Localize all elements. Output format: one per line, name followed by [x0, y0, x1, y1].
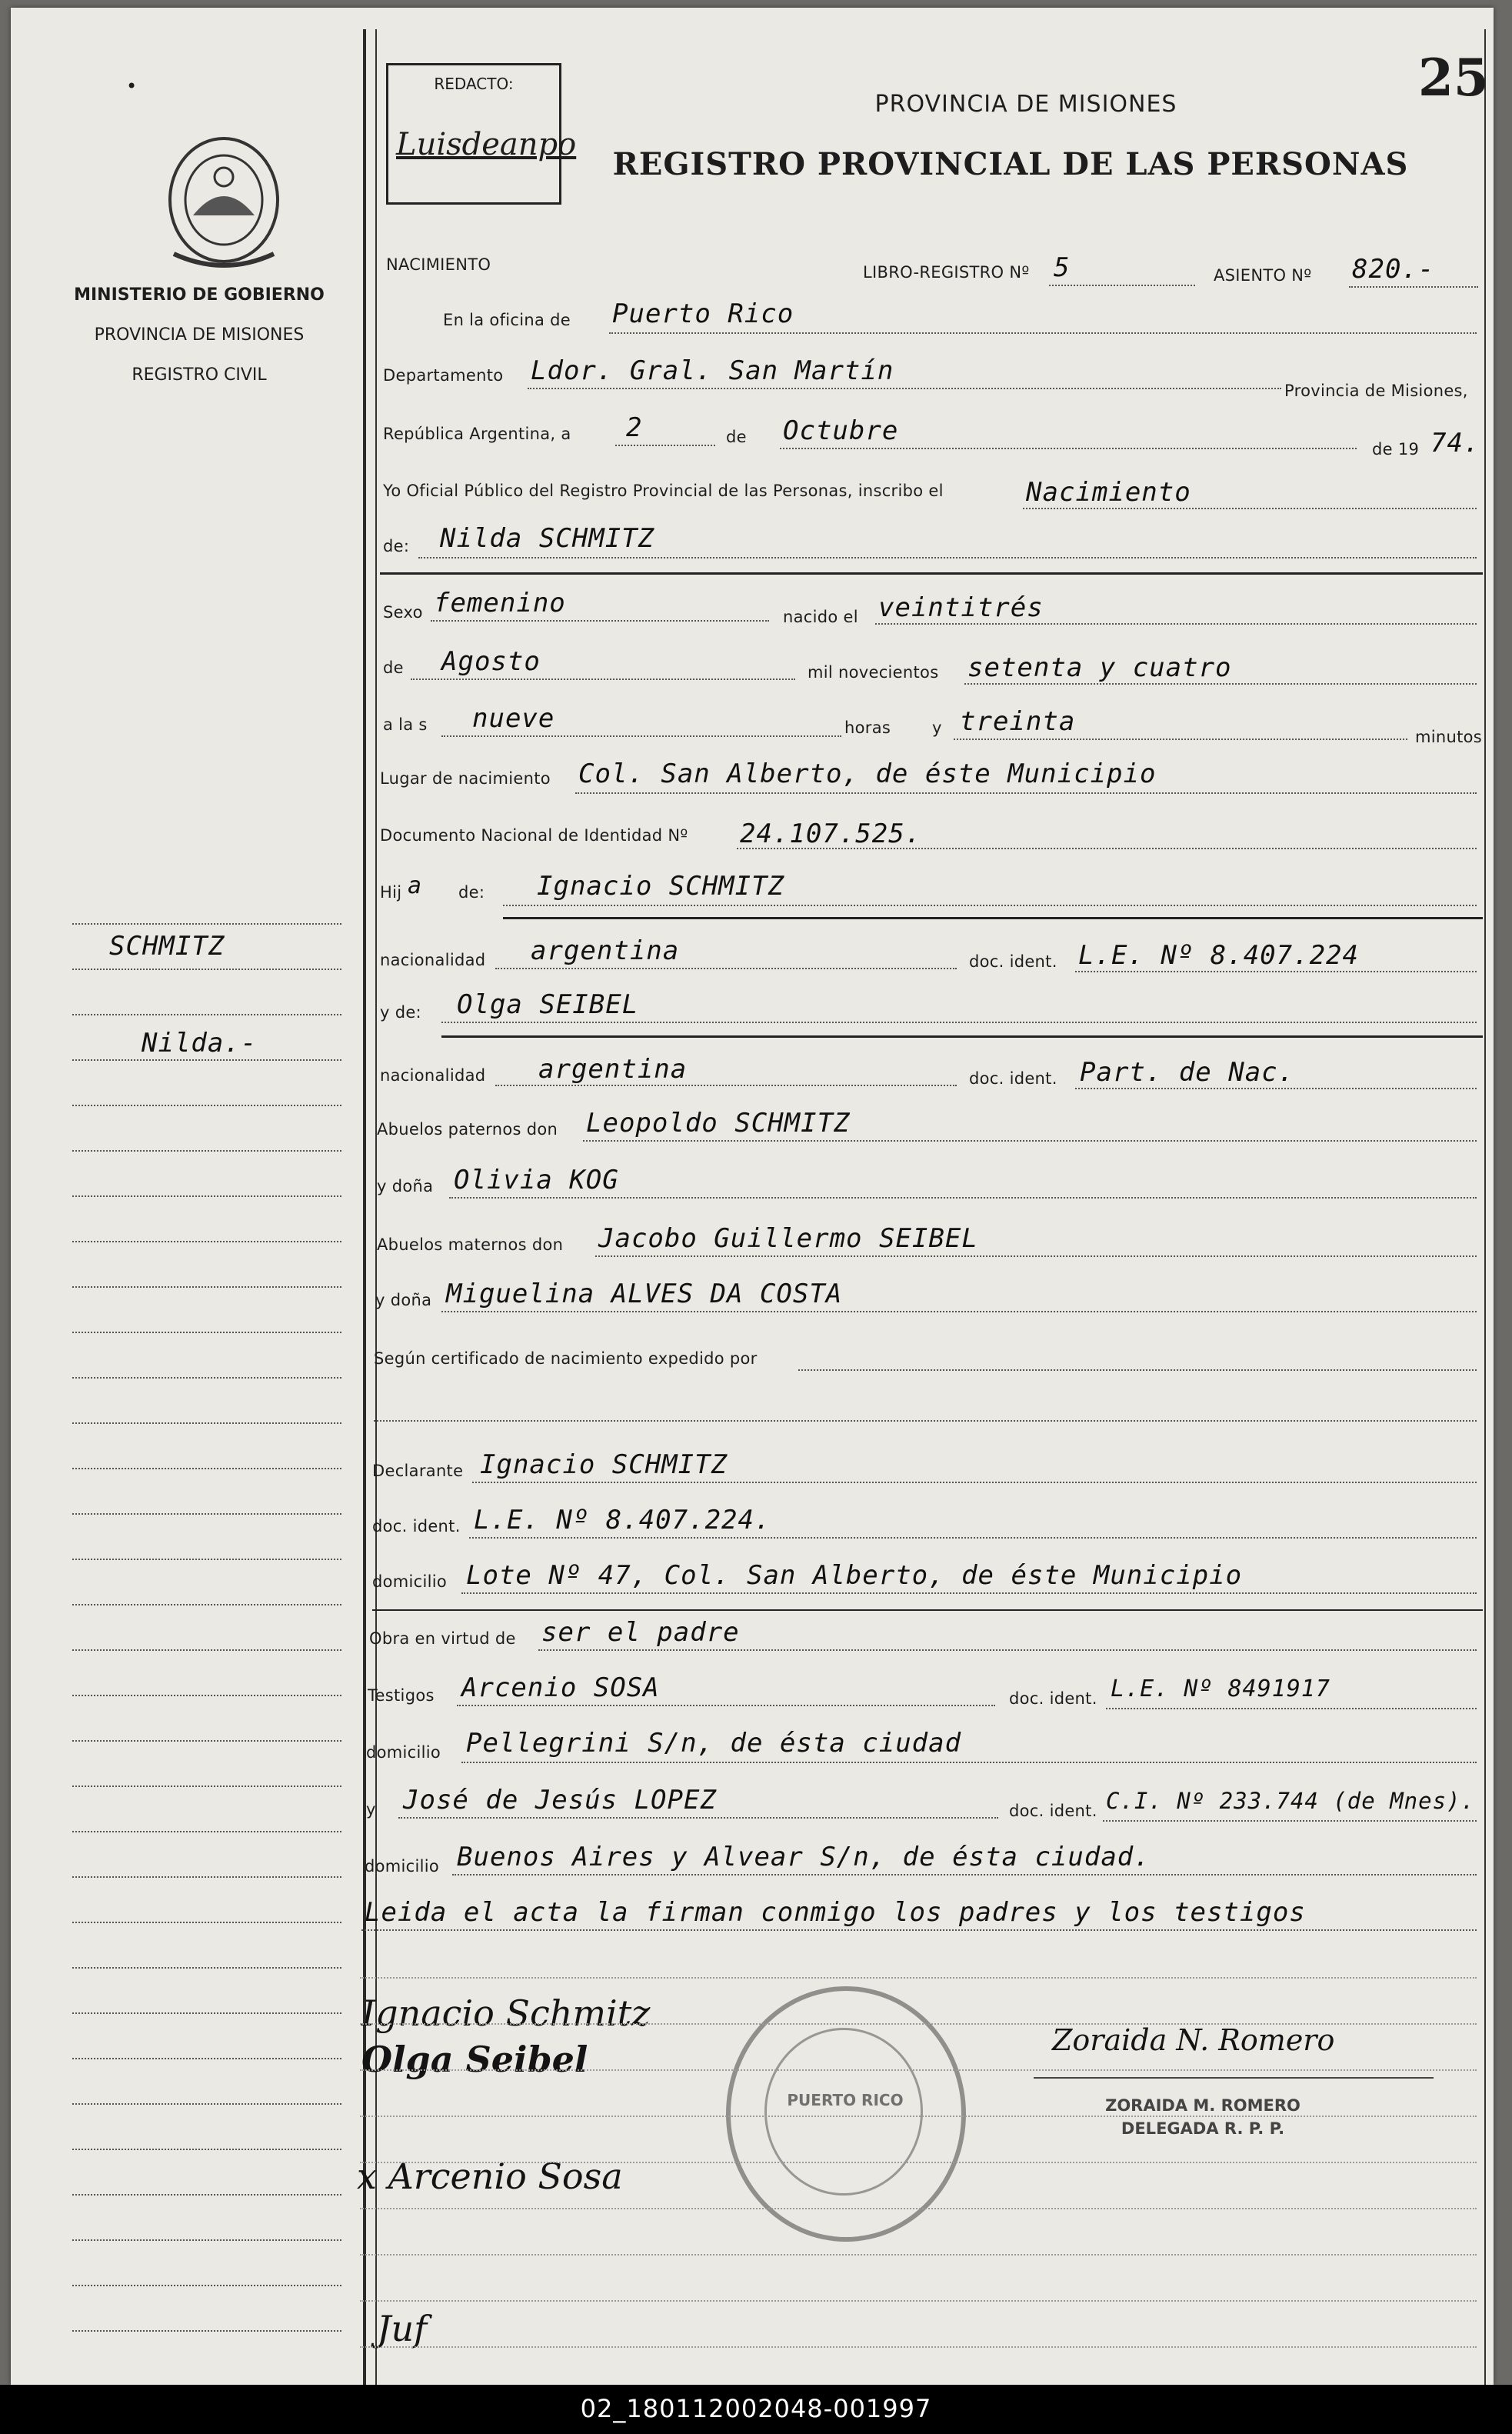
mil-label: mil novecientos — [808, 663, 939, 682]
testigos-label: Testigos — [368, 1686, 435, 1705]
margin-rule — [72, 1241, 341, 1242]
declarante-doc: L.E. Nº 8.407.224. — [474, 1505, 771, 1535]
oficina-label: En la oficina de — [443, 311, 571, 329]
margin-rule — [72, 1468, 341, 1469]
libro-label: LIBRO-REGISTRO Nº — [863, 263, 1030, 282]
margin-surname: SCHMITZ — [109, 931, 225, 962]
abuela-materna: Miguelina ALVES DA COSTA — [446, 1279, 843, 1309]
margin-rule — [72, 2194, 341, 2196]
alas-label: a la s — [383, 715, 428, 734]
margin-rule — [72, 2330, 341, 2332]
father-nationality: argentina — [531, 935, 680, 966]
hijo-de-label: de: — [458, 883, 485, 902]
father-doc: L.E. Nº 8.407.224 — [1078, 940, 1359, 971]
declarante-docident-label: doc. ident. — [372, 1517, 461, 1535]
margin-rule — [72, 2058, 341, 2059]
y-label: y — [932, 719, 942, 737]
day-value: 2 — [626, 412, 643, 443]
margin-rule — [72, 2012, 341, 2014]
margin-rule — [72, 2103, 341, 2105]
signature-rule — [360, 2300, 1477, 2302]
oficial-value: Nacimiento — [1026, 477, 1191, 508]
closing-text: Leida el acta la firman conmigo los padres y los testigos — [365, 1897, 1306, 1928]
departamento-value: Ldor. Gral. San Martín — [531, 355, 894, 386]
margin-rule — [72, 969, 341, 970]
margin-rule — [72, 2149, 341, 2150]
signature-rule — [360, 2208, 1477, 2209]
signature-rule — [360, 2254, 1477, 2256]
abuelo-materno: Jacobo Guillermo SEIBEL — [598, 1223, 978, 1254]
minutos-label: minutos — [1415, 728, 1483, 746]
mother-signature: Olga Seibel — [361, 2039, 588, 2080]
declarante-value: Ignacio SCHMITZ — [480, 1449, 728, 1480]
abuela-p-label: y doña — [377, 1177, 434, 1195]
oficina-value: Puerto Rico — [612, 298, 794, 329]
father-signature: Ignacio Schmitz — [361, 1992, 651, 2034]
testigo2-doc: C.I. Nº 233.744 (de Mnes). — [1106, 1788, 1475, 1814]
margin-rule — [72, 2239, 341, 2241]
mother-docident-label: doc. ident. — [969, 1069, 1057, 1088]
asiento-value: 820.- — [1352, 254, 1435, 285]
lugar-label: Lugar de nacimiento — [380, 769, 551, 788]
margin-rule — [72, 1105, 341, 1106]
father-docident-label: doc. ident. — [969, 952, 1057, 971]
margin-registry: REGISTRO CIVIL — [132, 365, 267, 385]
mother-nac-label: nacionalidad — [380, 1066, 486, 1085]
testigo1-dom: Pellegrini S/n, de ésta ciudad — [466, 1728, 962, 1759]
margin-province: PROVINCIA DE MISIONES — [94, 325, 305, 345]
testigo1-dom-label: domicilio — [366, 1743, 441, 1762]
nacido-value: veintitrés — [878, 592, 1044, 623]
abuelos-m-label: Abuelos maternos don — [377, 1235, 564, 1254]
redacto-label: REDACTO: — [434, 75, 514, 93]
margin-mark: • — [126, 75, 138, 97]
domicilio-label: domicilio — [372, 1572, 448, 1591]
minutes-value: treinta — [960, 706, 1076, 737]
redacto-signature: Luisdeanpo — [396, 127, 577, 162]
declarante-label: Declarante — [372, 1462, 464, 1480]
margin-rule — [72, 1831, 341, 1832]
testigo2-y-label: y — [366, 1800, 376, 1819]
republica-label: República Argentina, a — [383, 425, 571, 443]
birth-de-label: de — [383, 659, 404, 677]
mother-nationality: argentina — [538, 1054, 688, 1085]
ministry-name: MINISTERIO DE GOBIERNO — [74, 285, 325, 305]
yde-label: y de: — [380, 1003, 421, 1022]
de-label: de — [726, 428, 747, 446]
certificado-label: Según certificado de nacimiento expedido por — [374, 1349, 758, 1368]
margin-rule — [72, 1695, 341, 1696]
registry-title: REGISTRO PROVINCIAL DE LAS PERSONAS — [612, 146, 1409, 182]
hour-value: nueve — [472, 703, 555, 734]
name-de-label: de: — [383, 537, 410, 555]
month-value: Octubre — [783, 415, 899, 446]
signature-rule — [360, 2023, 1477, 2025]
redacto-box — [386, 63, 577, 205]
margin-rule — [72, 1377, 341, 1379]
margin-rule — [72, 1740, 341, 1742]
province-emblem — [158, 131, 289, 269]
domicilio-value: Lote Nº 47, Col. San Alberto, de éste Municipio — [466, 1560, 1243, 1591]
abuelos-p-label: Abuelos paternos don — [377, 1120, 558, 1139]
margin-rule — [72, 1195, 341, 1197]
sexo-value: femenino — [434, 588, 566, 619]
folio-number: 25 — [1418, 48, 1489, 108]
official-title: DELEGADA R. P. P. — [1121, 2119, 1285, 2138]
margin-rule — [72, 923, 341, 925]
margin-given-name: Nilda.- — [142, 1028, 258, 1059]
oficial-label: Yo Oficial Público del Registro Provincial de las Personas, inscribo el — [383, 482, 944, 500]
initials-signature: Juf — [377, 2308, 428, 2349]
margin-rule — [72, 1059, 341, 1061]
record-page — [11, 8, 1494, 2385]
margin-rule — [72, 1513, 341, 1515]
image-caption: 02_180112002048-001997 — [580, 2394, 932, 2423]
dni-value: 24.107.525. — [740, 819, 922, 849]
witness-signature: x Arcenio Sosa — [357, 2156, 623, 2197]
signature-rule — [360, 2162, 1477, 2163]
record-type: NACIMIENTO — [386, 255, 491, 274]
hijo-suffix: a — [408, 872, 423, 899]
margin-rule — [72, 1604, 341, 1605]
father-nac-label: nacionalidad — [380, 951, 486, 969]
margin-rule — [72, 1876, 341, 1878]
margin-rule — [72, 1014, 341, 1015]
abuela-paterna: Olivia KOG — [454, 1165, 619, 1195]
margin-rule — [72, 1649, 341, 1651]
official-name: ZORAIDA M. ROMERO — [1105, 2096, 1301, 2115]
asiento-label: ASIENTO Nº — [1214, 266, 1312, 285]
libro-value: 5 — [1054, 252, 1071, 283]
testigo1-name: Arcenio SOSA — [461, 1672, 660, 1703]
margin-rule — [72, 1785, 341, 1787]
margin-rule — [72, 1967, 341, 1969]
stamp-text: PUERTO RICO — [787, 2091, 904, 2109]
provincia-suffix: Provincia de Misiones, — [1284, 382, 1468, 400]
birth-month: Agosto — [441, 646, 541, 677]
abuela-m-label: y doña — [375, 1291, 432, 1309]
father-name: Ignacio SCHMITZ — [537, 871, 785, 902]
margin-rule — [72, 1286, 341, 1288]
departamento-label: Departamento — [383, 366, 504, 385]
province-title: PROVINCIA DE MISIONES — [874, 91, 1177, 118]
margin-rule — [72, 1922, 341, 1923]
signature-rule — [360, 2069, 1477, 2071]
lugar-value: Col. San Alberto, de éste Municipio — [578, 759, 1157, 789]
margin-rule — [72, 2285, 341, 2286]
nacido-label: nacido el — [783, 608, 858, 626]
testigo1-docident-label: doc. ident. — [1009, 1689, 1097, 1708]
signature-rule — [360, 2116, 1477, 2117]
horas-label: horas — [844, 719, 891, 737]
margin-rule — [72, 1150, 341, 1152]
margin-rule — [72, 1332, 341, 1333]
mother-name: Olga SEIBEL — [457, 989, 639, 1020]
margin-rule — [72, 1422, 341, 1424]
mother-doc: Part. de Nac. — [1080, 1057, 1295, 1088]
testigo1-doc: L.E. Nº 8491917 — [1111, 1675, 1330, 1702]
testigo2-dom: Buenos Aires y Alvear S/n, de ésta ciudad. — [457, 1842, 1151, 1872]
obra-label: Obra en virtud de — [369, 1629, 516, 1648]
year-value: 74. — [1430, 428, 1480, 458]
registered-name: Nilda SCHMITZ — [440, 523, 655, 554]
hijo-label: Hij — [380, 883, 402, 902]
official-signature: Zoraida N. Romero — [1052, 2023, 1335, 2057]
signature-rule — [360, 2346, 1477, 2348]
margin-rule — [72, 1559, 341, 1560]
obra-value: ser el padre — [541, 1617, 740, 1648]
abuelo-paterno: Leopoldo SCHMITZ — [586, 1108, 851, 1139]
sexo-label: Sexo — [383, 603, 423, 622]
testigo2-docident-label: doc. ident. — [1009, 1802, 1097, 1820]
birth-year-words: setenta y cuatro — [967, 652, 1232, 683]
testigo2-name: José de Jesús LOPEZ — [403, 1785, 717, 1815]
year-label: de 19 — [1372, 440, 1420, 458]
signature-rule — [360, 1977, 1477, 1979]
dni-label: Documento Nacional de Identidad Nº — [380, 826, 688, 845]
testigo2-dom-label: domicilio — [365, 1857, 440, 1876]
